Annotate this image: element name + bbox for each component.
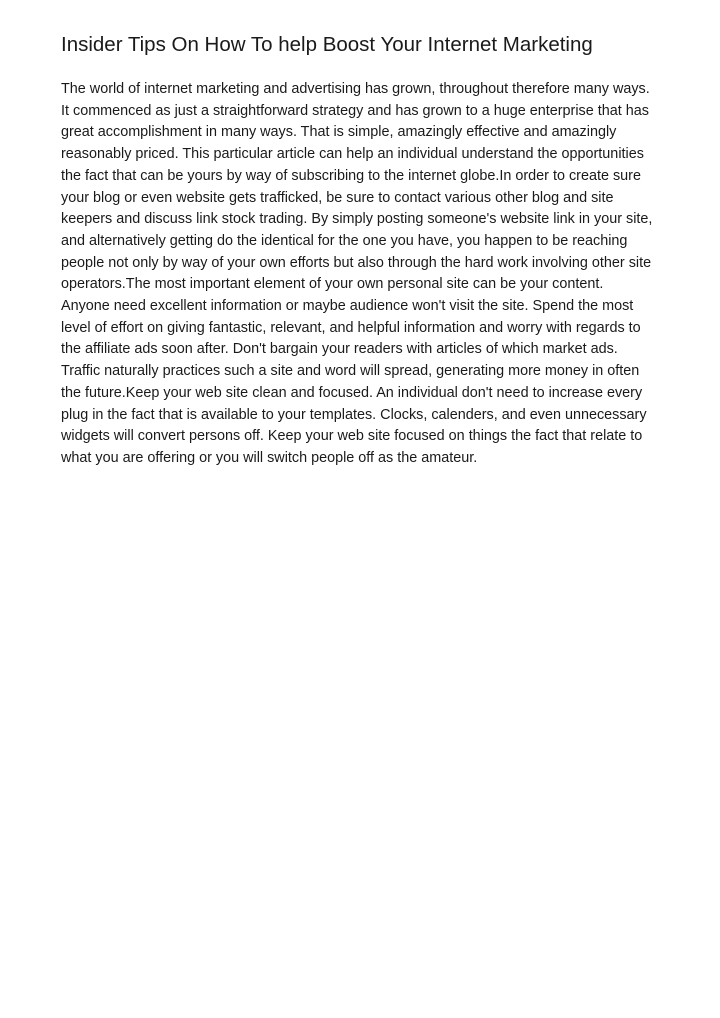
paragraph-line: reasonably priced. This particular article can help an individual understand the opportunities (61, 146, 644, 163)
paragraph-line: and alternatively getting do the identical for the one you have, you happen to be reaching (61, 232, 628, 249)
paragraph-line: people not only by way of your own efforts but also through the hard work involving other site (61, 254, 652, 271)
paragraph-line: the future.Keep your web site clean and focused. An individual don't need to increase every (61, 384, 643, 401)
paragraph-line: keepers and discuss link stock trading. By simply posting someone's website link in your site, (61, 211, 653, 228)
paragraph-line: plug in the fact that is available to your templates. Clocks, calenders, and even unnecessary (61, 406, 647, 423)
paragraph-line: the fact that can be yours by way of subscribing to the internet globe.In order to create sure (61, 167, 641, 184)
paragraph-line: level of effort on giving fantastic, relevant, and helpful information and worry with regards to (61, 319, 641, 336)
body-paragraph (61, 79, 681, 470)
paragraph-line: the affiliate ads soon after. Don't bargain your readers with articles of which market ads. (61, 341, 618, 358)
document-title: Insider Tips On How To help Boost Your Internet Marketing (61, 33, 593, 56)
paragraph-line: Anyone need excellent information or maybe audience won't visit the site. Spend the most (61, 298, 634, 315)
paragraph-line: Traffic naturally practices such a site and word will spread, generating more money in often (61, 363, 640, 380)
paragraph-line: It commenced as just a straightforward strategy and has grown to a huge enterprise that has (61, 102, 649, 119)
paragraph-line: operators.The most important element of your own personal site can be your content. (61, 276, 604, 293)
paragraph-line: The world of internet marketing and advertising has grown, throughout therefore many ways. (61, 81, 650, 97)
paragraph-line: what you are offering or you will switch people off as the amateur. (61, 449, 478, 466)
paragraph-line: widgets will convert persons off. Keep your web site focused on things the fact that relate to (61, 428, 643, 445)
paragraph-line: great accomplishment in many ways. That is simple, amazingly effective and amazingly (61, 124, 617, 141)
paragraph-line: your blog or even website gets trafficked, be sure to contact various other blog and site (61, 189, 614, 206)
